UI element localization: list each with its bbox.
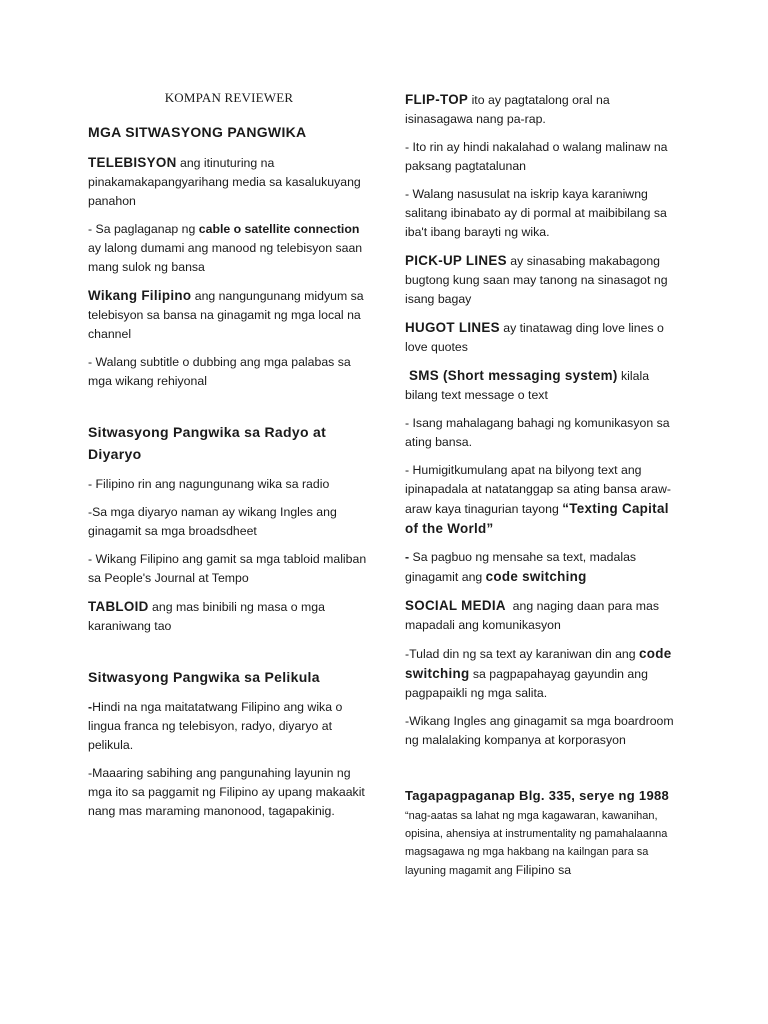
paragraph-radio: - Filipino rin ang nagungunang wika sa radio xyxy=(88,477,330,491)
paragraph-text: -Tulad din ng sa text ay karaniwan din ang xyxy=(405,647,640,661)
term-wikang-filipino: Wikang Filipino xyxy=(88,288,192,303)
section-heading-pelikula: Sitwasyong Pangwika sa Pelikula xyxy=(88,669,320,685)
emphasis-cable: cable o satellite connection xyxy=(198,222,360,236)
paragraph-code-switching xyxy=(405,548,680,587)
term-flip-top: FLIP-TOP xyxy=(405,92,469,107)
paragraph-text: ang mas binibili ng masa o mga karaniwang tao xyxy=(88,600,325,633)
term-tagapagpaganap: Tagapagpaganap Blg. 335, serye ng 1988 xyxy=(405,788,670,803)
paragraph-text-filipino: Filipino xyxy=(515,863,555,877)
paragraph-text-sa: sa xyxy=(554,863,572,877)
paragraph-social-media-code-switching xyxy=(405,644,680,703)
paragraph-text: ang naging daan para mas mapadali ang komunikasyon xyxy=(405,599,663,632)
emphasis-texting-capital: “Texting Capital of the World” xyxy=(405,501,669,536)
paragraph-text: ay sinasabing makabagong bugtong kung saan may tanong na sinasagot ng isang bagay xyxy=(405,254,668,306)
paragraph-text: “nag-aatas sa lahat ng mga kagawaran, kawanihan, opisina, ahensiya at instrumentality ng pamahalaanna magsagawa ng mga hakbang na kailngan para sa layuning magamit ang xyxy=(405,810,668,877)
paragraph-tabloid-gamit: - Wikang Filipino ang gamit sa mga tabloid maliban sa People's Journal at Tempo xyxy=(88,552,367,585)
paragraph-text: ay tinatawag ding love lines o love quotes xyxy=(405,321,664,354)
paragraph-diyaryo: -Sa mga diyaryo naman ay wikang Ingles ang ginagamit sa mga broadsdheet xyxy=(88,505,337,538)
paragraph-text: ang nangungunang midyum sa telebisyon sa bansa na ginagamit ng mga local na channel xyxy=(88,289,364,341)
paragraph-text: sa pagpapahayag gayundin ang pagpapaikli ng mga salita. xyxy=(405,667,648,700)
term-social-media: SOCIAL MEDIA xyxy=(405,598,506,613)
paragraph-boardroom: -Wikang Ingles ang ginagamit sa mga boardroom ng malalaking kompanya at korporasyon xyxy=(405,714,674,747)
dash-mark: - xyxy=(88,700,93,714)
section-heading-radyo-diyaryo: Sitwasyong Pangwika sa Radyo at Diyaryo xyxy=(88,424,327,462)
paragraph-text: kilala bilang text message o text xyxy=(405,369,650,402)
right-column xyxy=(405,90,680,880)
paragraph-social-media xyxy=(405,596,680,635)
paragraph-pick-up-lines xyxy=(405,251,680,309)
paragraph-layunin: -Maaaring sabihing ang pangunahing layunin ng mga ito sa paggamit ng Filipino ay upang makaakit nang mas maraming manonood, tagapakinig. xyxy=(88,766,365,818)
paragraph-hugot-lines xyxy=(405,318,680,357)
emphasis-code-switching-2: code switching xyxy=(405,646,672,681)
section-heading-sitwasyong-pangwika: MGA SITWASYONG PANGWIKA xyxy=(88,124,307,140)
paragraph-subtitle: - Walang subtitle o dubbing ang mga palabas sa mga wikang rehiyonal xyxy=(88,355,351,388)
paragraph-lingua-franca xyxy=(88,698,370,755)
paragraph-text: ang itinuturing na pinakamakapangyarihang media sa kasalukuyang panahon xyxy=(88,156,361,208)
paragraph-text: Sa pagbuo ng mensahe sa text, madalas ginagamit ang xyxy=(405,550,637,584)
paragraph-texting-capital xyxy=(405,461,680,539)
paragraph-tagapagpaganap xyxy=(405,785,680,880)
term-sms: SMS (Short messaging system) xyxy=(405,368,618,383)
paragraph-text: ay lalong dumami ang manood ng telebisyon saan mang sulok ng bansa xyxy=(88,241,363,274)
paragraph-flip-top-paksa: - Ito rin ay hindi nakalahad o walang malinaw na paksang pagtatalunan xyxy=(405,140,668,173)
dash-mark: - xyxy=(405,550,410,564)
emphasis-code-switching: code switching xyxy=(485,569,587,584)
paragraph-text: - Sa paglaganap ng xyxy=(88,222,199,236)
term-telebisyon: TELEBISYON xyxy=(88,155,177,170)
term-hugot-lines: HUGOT LINES xyxy=(405,320,500,335)
paragraph-text: ito ay pagtatalong oral na isinasagawa nang pa-rap. xyxy=(405,93,610,126)
paragraph-telebisyon xyxy=(88,153,370,211)
term-tabloid: TABLOID xyxy=(88,599,149,614)
left-column xyxy=(88,90,370,830)
document-title: KOMPAN REVIEWER xyxy=(164,90,294,105)
paragraph-sms xyxy=(405,366,680,405)
paragraph-text: Hindi na nga maitatatwang Filipino ang wika o lingua franca ng telebisyon, radyo, diyaryo at pelikula. xyxy=(88,700,343,752)
paragraph-komunikasyon: - Isang mahalagang bahagi ng komunikasyon sa ating bansa. xyxy=(405,416,670,449)
paragraph-tabloid xyxy=(88,597,370,636)
paragraph-wikang-filipino xyxy=(88,286,370,344)
paragraph-cable xyxy=(88,220,370,277)
term-pick-up-lines: PICK-UP LINES xyxy=(405,253,507,268)
paragraph-iskrip: - Walang nasusulat na iskrip kaya karaniwng salitang ibinabato ay di pormal at maibibilang sa iba't ibang barayti ng wika. xyxy=(405,187,667,239)
paragraph-text: - Humigitkumulang apat na bilyong text ang ipinapadala at natatanggap sa ating bansa araw-araw kaya tinagurian tayong xyxy=(405,463,671,516)
paragraph-flip-top xyxy=(405,90,680,129)
